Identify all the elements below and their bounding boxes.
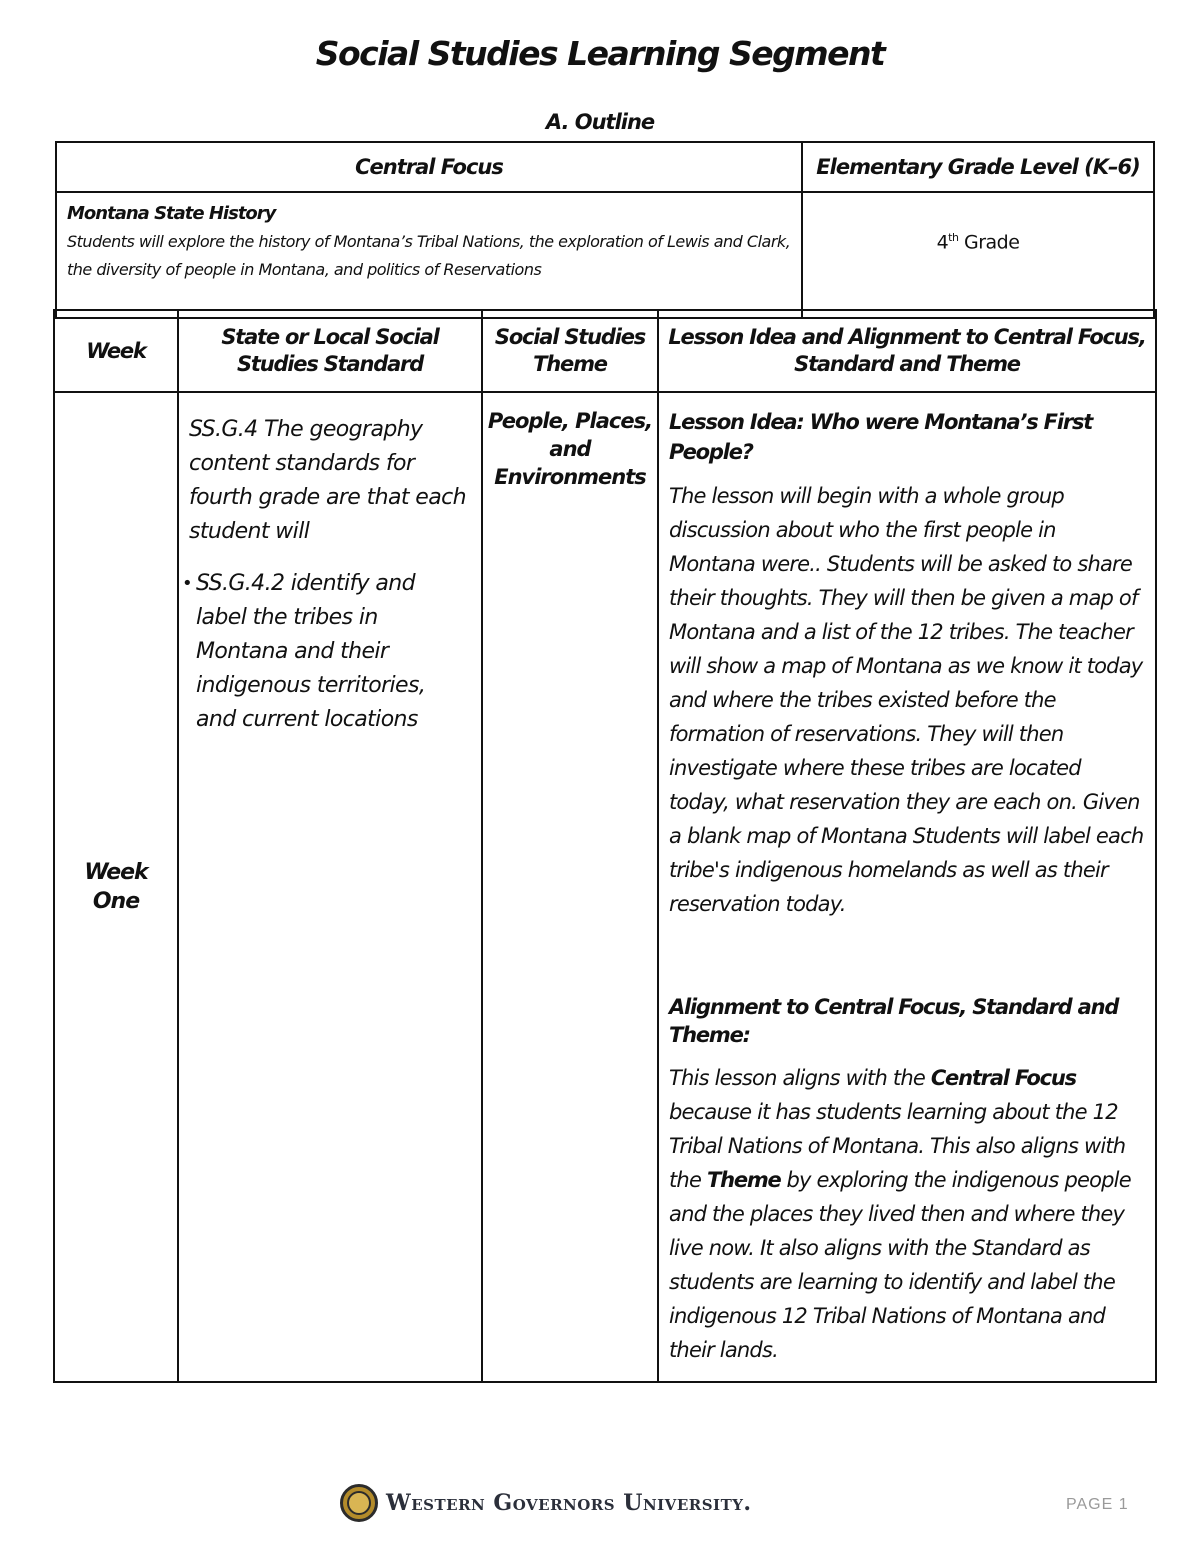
theme-label: People, Places, and Environments [487, 409, 653, 489]
page-number: PAGE 1 [1066, 1496, 1129, 1513]
alignment-part-1: This lesson aligns with the [669, 1066, 931, 1090]
lesson-idea-title: Lesson Idea: Who were Montana’s First People? [669, 410, 1093, 464]
grade-level-cell [802, 192, 1154, 318]
central-focus-heading: Montana State History [67, 203, 276, 224]
alignment-theme-term: Theme [706, 1168, 781, 1192]
standard-header: State or Local Social Studies Standard [178, 310, 482, 392]
lesson-cell [658, 392, 1156, 1382]
week-header: Week [54, 310, 178, 392]
standard-bullet-item [182, 567, 471, 737]
section-title: A. Outline [545, 110, 655, 134]
alignment-part-2: because it has students learning about the 12 Tribal Nations of Montana. This also aligns with the [669, 1100, 1126, 1192]
central-focus-cell [56, 192, 802, 318]
bullet-icon: • [182, 573, 193, 594]
week-label: Week One [84, 860, 148, 914]
central-focus-table [55, 141, 1155, 319]
learning-segment-table [53, 309, 1157, 1383]
footer-logo [340, 1484, 752, 1522]
alignment-central-focus-term: Central Focus [930, 1066, 1076, 1090]
grade-suffix: th [948, 231, 959, 244]
grade-number: 4 [936, 231, 949, 254]
document-title: Social Studies Learning Segment [315, 34, 885, 73]
alignment-text [669, 1061, 1145, 1367]
theme-cell [482, 392, 658, 1382]
grade-level-header: Elementary Grade Level (K–6) [802, 142, 1154, 192]
lesson-idea-text: The lesson will begin with a whole group discussion about who the first people in Montana were.. Students will be asked to share their thoughts. They will then be given a map of Montana and a list of the 12 tribes. The teacher will show a map of Montana as we know it today and where the tribes existed before the formation of reservations. They will then investigate where these tribes are located today, what reservation they are each on. Given a blank map of Montana Students will label each tribe's indigenous homelands as well as their reservation today. [669, 484, 1144, 916]
grade-word: Grade [964, 231, 1020, 254]
theme-header: Social Studies Theme [482, 310, 658, 392]
standard-cell [178, 392, 482, 1382]
lesson-header: Lesson Idea and Alignment to Central Focus, Standard and Theme [658, 310, 1156, 392]
university-name: Western Governors University. [386, 1490, 752, 1516]
week-cell [54, 392, 178, 1382]
alignment-part-3: by exploring the indigenous people and the places they lived then and where they live now. It also aligns with the Standard as students are learning to identify and label the indigenous 12 Tribal Nations of Montana and their lands. [669, 1168, 1131, 1362]
alignment-title: Alignment to Central Focus, Standard and Theme: [669, 995, 1119, 1047]
table-row [54, 392, 1156, 1382]
wgu-seal-icon [340, 1484, 378, 1522]
central-focus-description: Students will explore the history of Montana’s Tribal Nations, the exploration of Lewis and Clark, the diversity of people in Montana, and politics of Reservations [67, 232, 791, 279]
standard-intro: SS.G.4 The geography content standards for fourth grade are that each student will [189, 417, 466, 544]
standard-bullet-text: SS.G.4.2 identify and label the tribes in Montana and their indigenous territories, and current locations [196, 571, 426, 732]
central-focus-header: Central Focus [56, 142, 802, 192]
